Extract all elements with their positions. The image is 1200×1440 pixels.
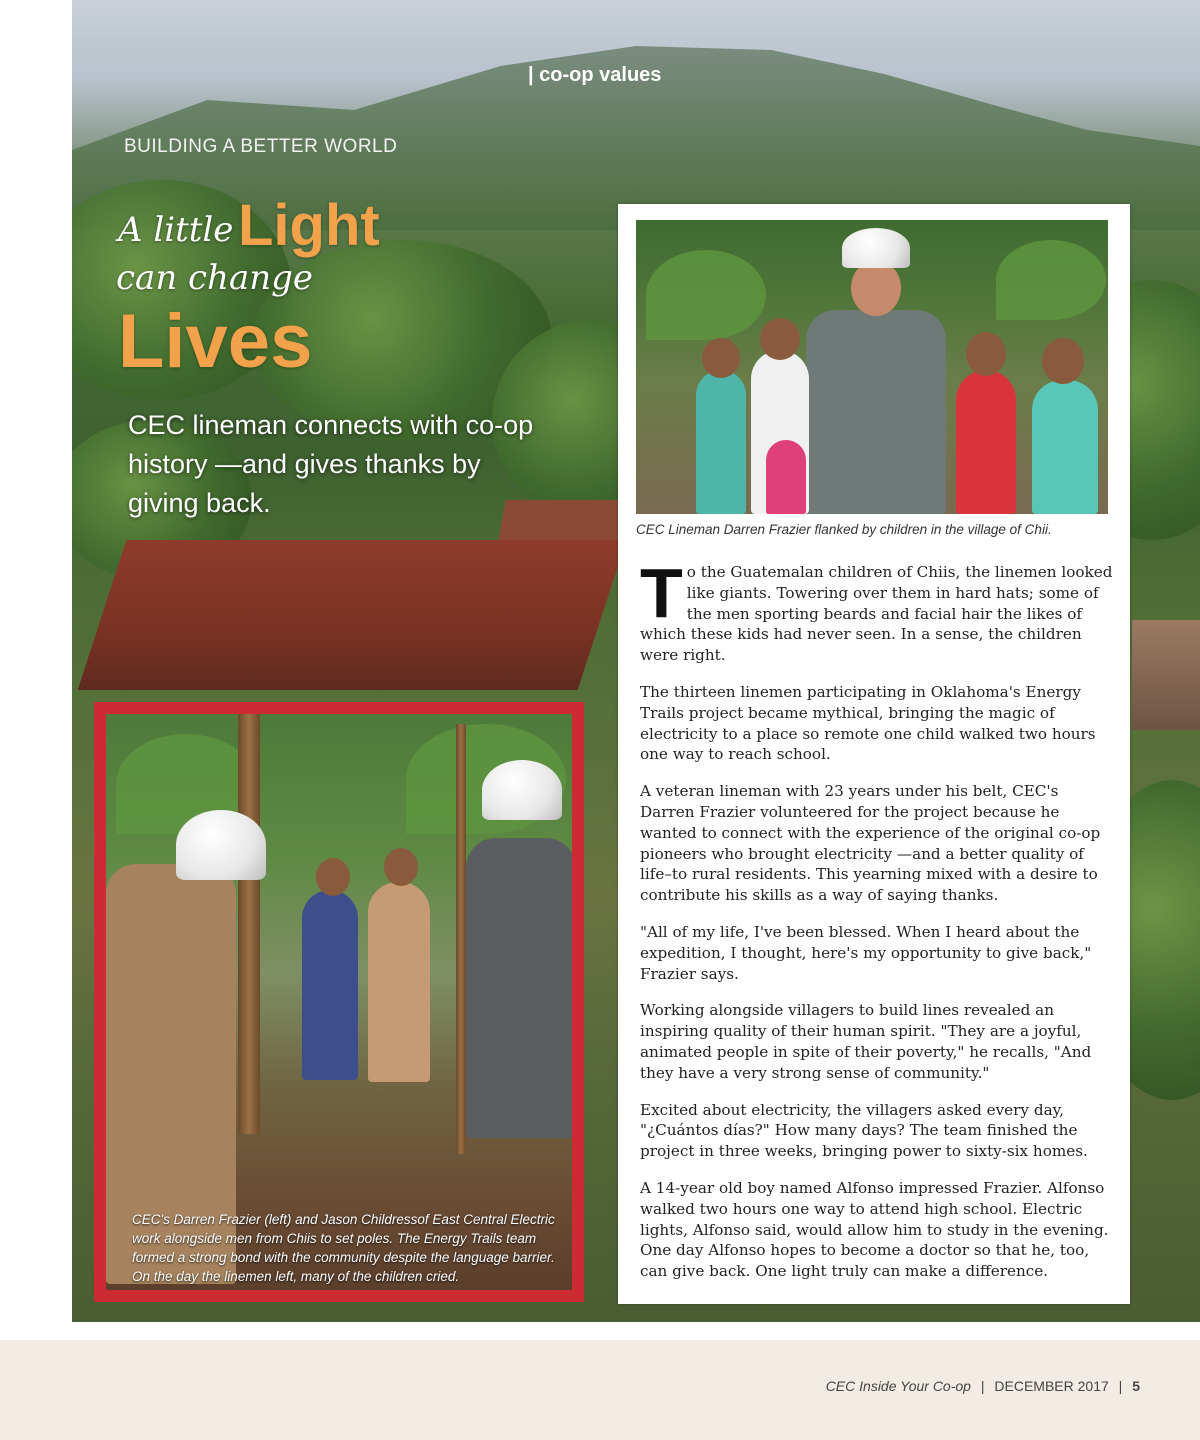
article-paragraph: To the Guatemalan children of Chiis, the linemen looked like giants. Towering over them in hard hats; some of the men sporting beards and facial hair the likes of which these kids had never seen. In a sense, the children were right. bbox=[640, 554, 1113, 665]
villager-figure bbox=[302, 890, 358, 1080]
hard-hat-icon bbox=[482, 760, 562, 820]
section-label: | co-op values bbox=[528, 64, 662, 86]
article-body bbox=[640, 554, 1115, 1298]
article-paragraph: A 14-year old boy named Alfonso impressed Frazier. Alfonso walked two hours one way to attend high school. Electric lights, Alfonso said, would allow him to study in the evening. One day Alfonso hopes to become a doctor so that he, too, can give back. One light truly can make a difference. bbox=[640, 1178, 1109, 1281]
photo-frame-red bbox=[94, 702, 584, 1302]
banana-leaf bbox=[996, 240, 1106, 320]
article-paragraph: Working alongside villagers to build lines revealed an inspiring quality of their human spirit. "They are a joyful, animated people in spite of their poverty," he recalls, "And they have a very strong sense of community." bbox=[640, 1001, 1092, 1082]
child-figure bbox=[1032, 380, 1098, 514]
article-paragraph: Excited about electricity, the villagers asked every day, "¿Cuántos días?" How many days? The team finished the project in three weeks, bringing power to sixty-six homes. bbox=[640, 1100, 1088, 1161]
child-figure bbox=[696, 370, 746, 514]
title-part-4: Lives bbox=[118, 299, 313, 384]
corrugated-roof bbox=[78, 540, 627, 690]
footer-separator: | bbox=[1118, 1378, 1123, 1394]
page-number: 5 bbox=[1132, 1378, 1140, 1394]
footer-issue: DECEMBER 2017 bbox=[994, 1378, 1109, 1394]
man-figure bbox=[806, 310, 946, 514]
article-paragraph: A veteran lineman with 23 years under his belt, CEC's Darren Frazier volunteered for the project because he wanted to connect with the experience of the original co-op pioneers who brought electricity —and a better quality of life–to rural residents. This yearning mixed with a desire to contribute his skills as a way of saying thanks. bbox=[640, 782, 1101, 905]
footer-brand-cec: CEC bbox=[825, 1378, 856, 1394]
page-footer bbox=[0, 1340, 1200, 1440]
drop-cap: T bbox=[640, 554, 683, 632]
child-figure bbox=[766, 440, 806, 514]
digging-bar bbox=[456, 724, 466, 1154]
child-head bbox=[1042, 338, 1084, 384]
photo-caption: CEC Lineman Darren Frazier flanked by children in the village of Chii. bbox=[636, 522, 1052, 537]
hard-hat-icon bbox=[176, 810, 266, 880]
child-head bbox=[702, 338, 740, 378]
corrugated-roof bbox=[1132, 620, 1200, 730]
utility-pole bbox=[238, 714, 260, 1134]
villager-figure bbox=[368, 882, 430, 1082]
lineman-figure bbox=[466, 838, 572, 1138]
villager-head bbox=[316, 858, 350, 896]
man-head bbox=[851, 260, 901, 316]
article-paragraph: The thirteen linemen participating in Oklahoma's Energy Trails project became mythical, bringing the magic of electricity to a place so remote one child walked two hours one way to reach school. bbox=[640, 682, 1096, 764]
villager-head bbox=[384, 848, 418, 886]
kicker: BUILDING A BETTER WORLD bbox=[124, 136, 398, 157]
article-panel bbox=[618, 204, 1130, 1304]
footer-separator: | bbox=[980, 1378, 985, 1394]
child-figure bbox=[956, 370, 1016, 514]
photo-caption: CEC's Darren Frazier (left) and Jason Childressof East Central Electric work alongside men from Chiis to set poles. The Energy Trails team formed a strong bond with the community despite the language barrier. On the day the linemen left, many of the children cried. bbox=[132, 1212, 555, 1284]
article-paragraph: "All of my life, I've been blessed. When I heard about the expedition, I thought, here's my opportunity to give back," Frazier says. bbox=[640, 922, 1092, 983]
child-head bbox=[966, 332, 1006, 376]
deck: CEC lineman connects with co-op history —and gives thanks by giving back. bbox=[128, 410, 534, 518]
title-part-2: Light bbox=[238, 193, 380, 258]
footer-brand-name: Inside Your Co-op bbox=[859, 1378, 971, 1394]
footer-line bbox=[820, 1378, 1140, 1394]
title-part-1: A little bbox=[118, 210, 234, 250]
banana-leaf bbox=[646, 250, 766, 340]
hard-hat-icon bbox=[842, 228, 910, 268]
child-head bbox=[760, 318, 800, 360]
photo-setting-poles bbox=[106, 714, 572, 1290]
photo-lineman-with-children bbox=[636, 220, 1108, 514]
title-part-3: can change bbox=[116, 258, 314, 298]
